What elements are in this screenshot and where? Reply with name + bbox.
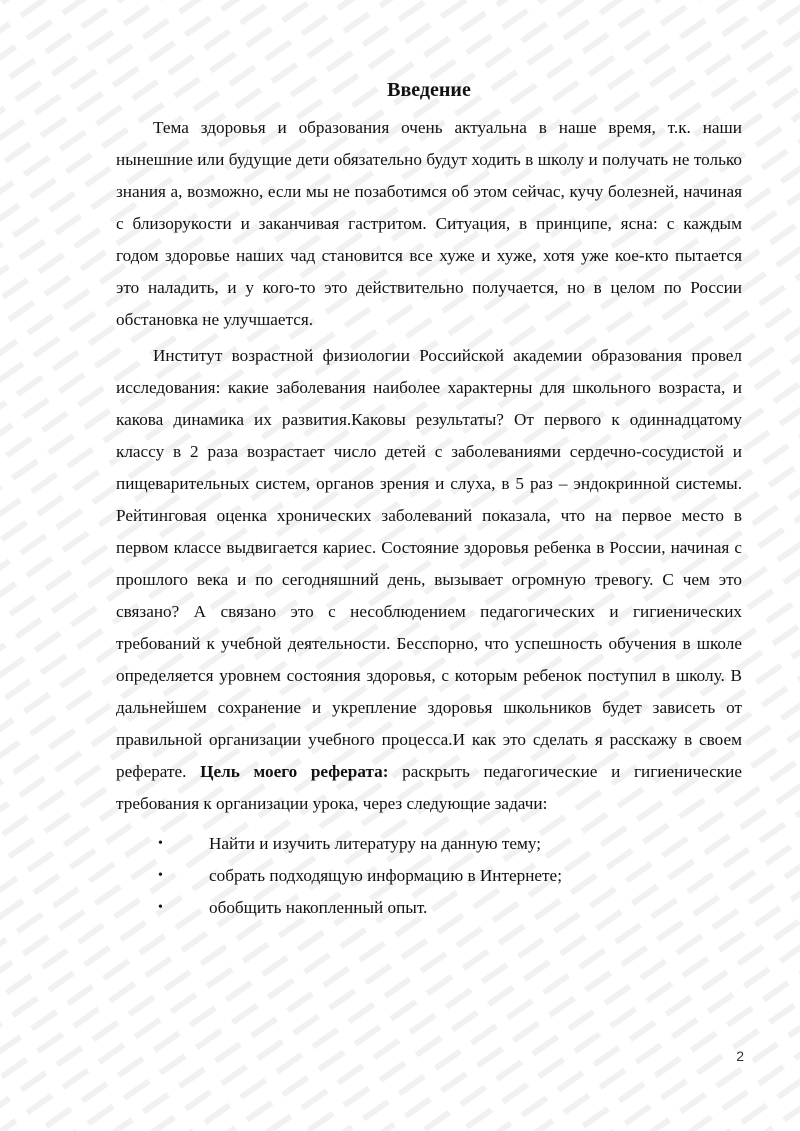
paragraph-research-text: Институт возрастной физиологии Российской академии образования провел исследования: какие заболевания наиболее характерны для школьного возраста, и какова динамика их развития.Каковы результаты? От первого к одиннадцатому классу в 2 раза возрастает число детей с заболеваниями сердечно-сосудистой и пищеварительных систем, органов зрения и слуха, в 5 раз – эндокринной системы. Рейтинговая оценка хронических заболеваний показала, что на первое место в первом классе выдвигается кариес. Состояние здоровья ребенка в России, начиная с прошлого века и по сегодняшний день, вызывает огромную тревогу. С чем это связано? А связано это с несоблюдением педагогических и гигиенических требований к учебной деятельности. Бесспорно, что успешность обучения в школе определяется уровнем состояния здоровья, с которым ребенок поступил в школу. В дальнейшем сохранение и укрепление здоровья школьников будет зависеть от правильной организации учебного процесса.И как это сделать я расскажу в своем реферате. [116,346,742,781]
list-item-text: собрать подходящую информацию в Интернете; [209,866,562,885]
paragraph-research [116,340,742,820]
list-item [116,892,742,924]
bullet-icon: • [158,900,163,915]
bullet-icon: • [158,836,163,851]
goal-text: раскрыть педагогические и гигиенические требования к организации урока, через следующие задачи: [116,762,742,813]
page-number: 2 [736,1048,744,1064]
list-item-text: Найти и изучить литературу на данную тему; [209,834,542,853]
paragraph-intro: Тема здоровья и образования очень актуальна в наше время, т.к. наши нынешние или будущие дети обязательно будут ходить в школу и получать не только знания а, возможно, если мы не позаботимся об этом сейчас, кучу болезней, начиная с близорукости и заканчивая гастритом. Ситуация, в принципе, ясна: с каждым годом здоровье наших чад становится все хуже и хуже, хотя уже кое-кто пытается это наладить, и у кого-то это действительно получается, но в целом по России обстановка не улучшается. [116,118,742,329]
document-content [116,74,742,924]
goal-label: Цель моего реферата: [200,762,389,781]
bullet-icon: • [158,868,163,883]
section-title: Введение [387,79,471,101]
tasks-list [116,828,742,924]
list-item-text: обобщить накопленный опыт. [209,898,428,917]
list-item [116,828,742,860]
list-item [116,860,742,892]
